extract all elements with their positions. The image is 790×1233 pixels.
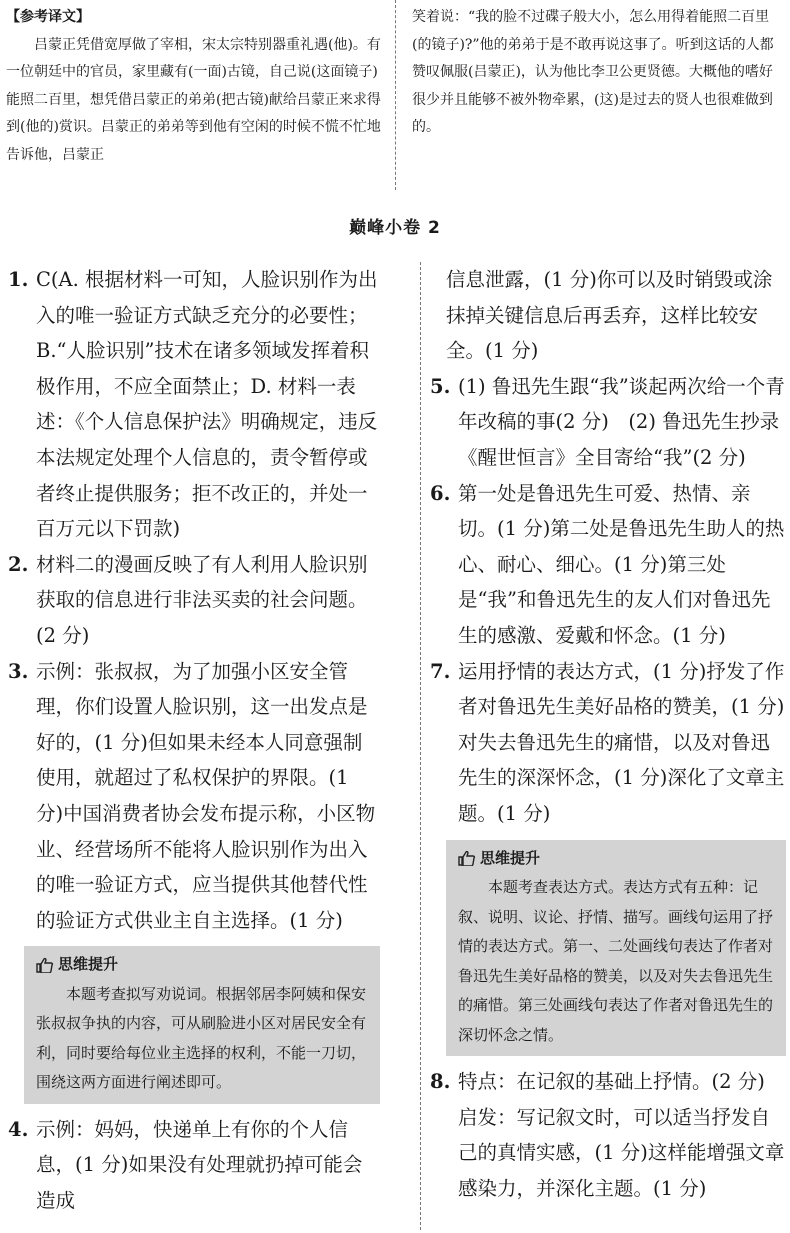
tip-text: 本题考查表达方式。表达方式有五种：记叙、说明、议论、抒情、描写。画线句运用了抒情的表达方式。第一、二处画线句表达了作者对鲁迅先生美好品格的赞美，以及对失去鲁迅先生的痛惜。第三处画线句表达了作者对鲁迅先生的深切怀念之情。 [458, 878, 774, 1044]
answer-number: 1. [8, 268, 29, 291]
answer-number: 4. [8, 1117, 29, 1141]
answer-item-4-continued [428, 262, 786, 369]
answer-text: 示例：妈妈，快递单上有你的个人信息，(1 分)如果没有处理就扔掉可能会造成 [36, 1117, 363, 1212]
answer-number: 8. [430, 1070, 451, 1093]
pointing-hand-icon [458, 850, 476, 866]
tip-label: 思维提升 [58, 955, 119, 974]
answer-number: 2. [8, 552, 29, 576]
column-divider-main [420, 262, 421, 1230]
translation-right-column [412, 4, 784, 142]
answer-text: 运用抒情的表达方式，(1 分)抒发了作者对鲁迅先生美好品格的赞美，(1 分)对失去鲁迅先生的痛惜，以及对鲁迅先生的深深怀念，(1 分)深化了文章主题。(1 分) [458, 659, 785, 825]
answer-text: C(A. 根据材料一可知，人脸识别作为出入的唯一验证方式缺乏充分的必要性；B.“人脸识别”技术在诸多领域发挥着积极作用，不应全面禁止；D. 材料一表述：《个人信息保护法》明确规定，违反本法规定处理个人信息的，责令暂停或者终止提供服务；拒不改正的，并处一百万元以下罚款) [36, 268, 378, 541]
answer-text: 材料二的漫画反映了有人利用人脸识别获取的信息进行非法买卖的社会问题。(2 分) [36, 552, 368, 647]
answer-text: 第一处是鲁迅先生可爱、热情、亲切。(1 分)第二处是鲁迅先生助人的热心、耐心、细心。(1 分)第三处是“我”和鲁迅先生的友人们对鲁迅先生的感激、爱戴和怀念。(1 分) [458, 481, 785, 647]
answer-text: (1) 鲁迅先生跟“我”谈起两次给一个青年改稿的事(2 分) (2) 鲁迅先生抄录《醒世恒言》全目寄给“我”(2 分) [458, 374, 785, 469]
answer-text: 特点：在记叙的基础上抒情。(2 分) 启发：写记叙文时，可以适当抒发自己的真情实感，(1 分)这样能增强文章感染力，并深化主题。(1 分) [458, 1070, 785, 1200]
answer-item-2 [6, 547, 380, 654]
reference-translation-title: 【参考译文】 [6, 9, 90, 25]
tip-text: 本题考查拟写劝说词。根据邻居李阿姨和保安张叔叔争执的内容，可从刷脸进小区对居民安全有利，同时要给每位业主选择的权利，不能一刀切，围绕这两方面进行阐述即可。 [36, 984, 367, 1092]
pointing-hand-icon [36, 957, 54, 973]
answer-item-3 [6, 654, 380, 939]
thinking-tip-box [24, 946, 380, 1104]
translation-left-text: 吕蒙正凭借宽厚做了宰相，宋太宗特别器重礼遇(他)。有一位朝廷中的官员，家里藏有(一面)古镜，自己说(这面镜子)能照二百里，想凭借吕蒙正的弟弟(把古镜)献给吕蒙正来求得到(他的)赏识。吕蒙正的弟弟等到他有空闲的时候不慌不忙地告诉他，吕蒙正 [6, 36, 381, 163]
answer-item-8 [428, 1064, 786, 1206]
answer-number: 5. [430, 374, 451, 398]
tip-label: 思维提升 [480, 848, 541, 867]
answer-text: 信息泄露，(1 分)你可以及时销毁或涂抹掉关键信息后再丢弃，这样比较安全。(1 分) [446, 268, 773, 363]
tip-header [458, 844, 774, 874]
reference-translation-section [0, 0, 790, 192]
thinking-tip-box [446, 840, 786, 1057]
answers-right-column [428, 262, 786, 1206]
section-title: 巅峰小卷 2 [349, 218, 441, 238]
answer-text: 示例：张叔叔，为了加强小区安全管理，你们设置人脸识别，这一出发点是好的，(1 分)但如果未经本人同意强制使用，就超过了私权保护的界限。(1 分)中国消费者协会发布提示称，小区物业、经营场所不能将人脸识别作为出入的唯一验证方式，应当提供其他替代性的验证方式供业主自主选择。(1 分) [36, 659, 376, 932]
answer-number: 6. [430, 481, 451, 505]
translation-right-text: 笑着说：“我的脸不过碟子般大小，怎么用得着能照二百里(的镜子)?”他的弟弟于是不敢再说这事了。听到这话的人都赞叹佩服(吕蒙正)，认为他比李卫公更贤德。大概他的嗜好很少并且能够不被外物牵累，(这)是过去的贤人也很难做到的。 [412, 9, 774, 135]
answer-item-1 [6, 262, 380, 547]
answer-item-7 [428, 654, 786, 832]
column-divider-top [395, 0, 396, 190]
answers-left-column [6, 262, 380, 1219]
answer-number: 3. [8, 659, 29, 683]
answer-item-6 [428, 476, 786, 654]
translation-left-column [6, 4, 382, 169]
answer-item-5 [428, 369, 786, 476]
tip-header [36, 950, 368, 980]
answer-number: 7. [430, 659, 451, 683]
answer-item-4 [6, 1112, 380, 1219]
